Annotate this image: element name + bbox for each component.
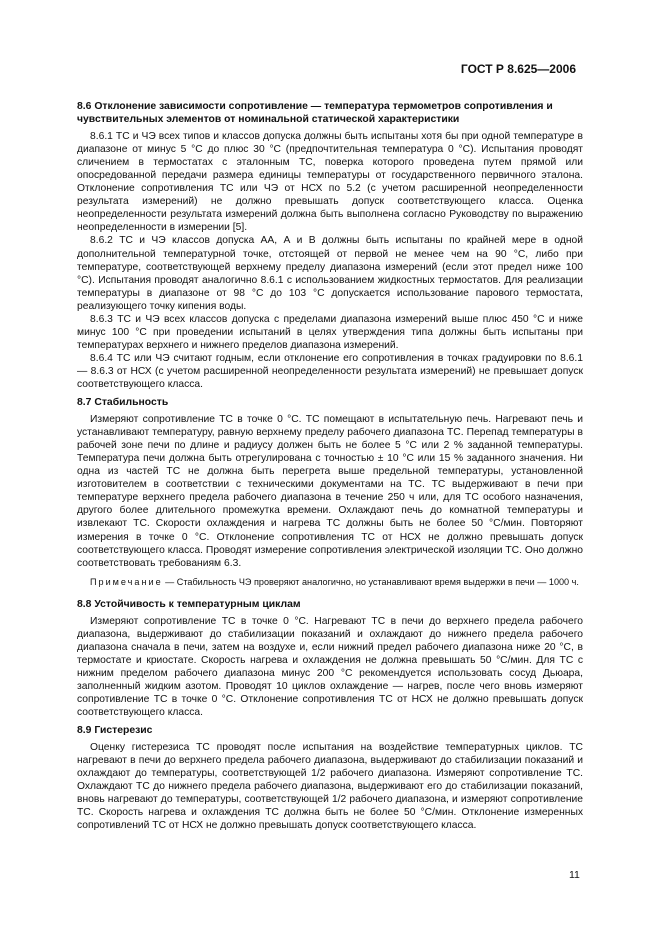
paragraph: Измеряют сопротивление ТС в точке 0 °С. ТС помещают в испытательную печь. Нагревают печь и устанавливают температуру, равную верхнему пределу рабочего диапазона ТС. Перепад температуры в рабочей зоне печи по длине и радиусу должен быть не более 5 °С или 2 % заданной температуры. Температура печи должна быть отрегулирована с точностью ± 10 °С или 15 % заданного значения. Ни одна из частей ТС не должна быть перегрета выше предельной температуры, установленной изготовителем в соответствии с техническими документами на ТС. ТС выдерживают в печи при температуре верхнего предела рабочего диапазона в течение 250 ч или, для ТС особого назначения, другого более длительного промежутка времени. Охлаждают печь до комнатной температуры и извлекают ТС. Скорости охлаждения и нагрева ТС должны быть не более 50 °С/мин. Повторяют измерения в точке 0 °С. Отклонение сопротивления ТС от НСХ не должно превышать допуск соответствующего класса. Проводят измерение сопротивления электрической изоляции ТС. Оно должно соответствовать требованиям 6.3. <box>77 414 583 569</box>
paragraph: 8.6.3 ТС и ЧЭ всех классов допуска с пределами диапазона измерений выше плюс 450 °С и ниже минус 100 °С при проведении испытаний в целях утверждения типа должны быть испытаны при температурах верхнего и нижнего пределов диапазона измерений. <box>77 313 583 351</box>
document-code: ГОСТ Р 8.625—2006 <box>460 62 576 76</box>
section-title-8-8: 8.8 Устойчивость к температурным циклам <box>77 598 301 610</box>
section-title-8-7: 8.7 Стабильность <box>77 397 169 409</box>
paragraph: 8.6.2 ТС и ЧЭ классов допуска АА, А и В должны быть испытаны по крайней мере в одной дополнительной температурной точке, отстоящей от первой не менее чем на 90 °С, либо при температуре, соответствующей верхнему пределу диапазона измерений (если этот предел ниже 100 °С). Испытания проводят аналогично 8.6.1 с использованием жидкостных термостатов. Для реализации температуры в диапазоне от 98 °С до 103 °С допускается использование парового термостата, реализующего точку кипения воды. <box>77 235 583 312</box>
paragraph: Измеряют сопротивление ТС в точке 0 °С. Нагревают ТС в печи до верхнего предела рабочего диапазона, выдерживают до стабилизации показаний и охлаждают до нижнего предела рабочего диапазона сначала в печи, затем на воздухе и, если нижний предел рабочего диапазона ниже 20 °С, в термостате и криостате. Скорость нагрева и охлаждения не должна превышать 50 °С/мин. Для ТС с нижним пределом рабочего диапазона минус 200 °С рекомендуется использовать сосуд Дьюара, заполненный жидким азотом. Проводят 10 циклов охлаждение — нагрев, после чего вновь измеряют сопротивление ТС в точке 0 °С. Отклонение сопротивления ТС от НСХ не должно превышать допуск соответствующего класса. <box>77 615 583 719</box>
paragraph: 8.6.4 ТС или ЧЭ считают годным, если отклонение его сопротивления в точках градуировки по 8.6.1 — 8.6.3 от НСХ (с учетом расширенной неопределенности результата измерений) не превышает допуск соответствующего класса. <box>77 352 583 390</box>
section-title-8-9: 8.9 Гистерезис <box>77 725 153 737</box>
note <box>77 576 583 588</box>
page-number: 11 <box>569 869 580 881</box>
paragraph: 8.6.1 ТС и ЧЭ всех типов и классов допуска должны быть испытаны хотя бы при одной температуре в диапазоне от минус 5 °С до плюс 30 °С (предпочтительная температура 0 °С). Испытания проводят сличением в термостатах с эталонным ТС, поверка которого проведена путем прямой или опосредованной передачи размера единицы температуры от государственного первичного эталона. Отклонение сопротивления ТС или ЧЭ от НСХ по 5.2 (с учетом расширенной неопределенности результата измерений) не должно превышать допуск соответствующего класса. Оценка неопределенности результата измерений должна быть выполнена согласно Руководству по выражению неопределенности в измерении [5]. <box>77 131 583 234</box>
section-title-8-6: 8.6 Отклонение зависимости сопротивление — температура термометров сопротивления и чувствительных элементов от номинальной статической характеристики <box>77 101 553 126</box>
document-body <box>77 100 583 832</box>
paragraph: Оценку гистерезиса ТС проводят после испытания на воздействие температурных циклов. ТС нагревают в печи до верхнего предела рабочего диапазона, выдерживают до стабилизации показаний и охлаждают до температуры, соответствующей 1/2 рабочего диапазона. Измеряют сопротивление ТС. Охлаждают ТС до нижнего предела рабочего диапазона, выдерживают его до стабилизации показаний, вновь нагревают до температуры, соответствующей 1/2 рабочего диапазона, и измеряют сопротивление ТС. Скорость нагрева и охлаждения ТС должна быть не более 50 °С/мин. Отклонение измеренных сопротивлений ТС от НСХ не должно превышать допуск соответствующего класса. <box>77 742 583 832</box>
note-text: — Стабильность ЧЭ проверяют аналогично, но устанавливают время выдержки в печи — 1000 ч. <box>162 576 579 587</box>
note-label: Примечание <box>90 576 163 587</box>
